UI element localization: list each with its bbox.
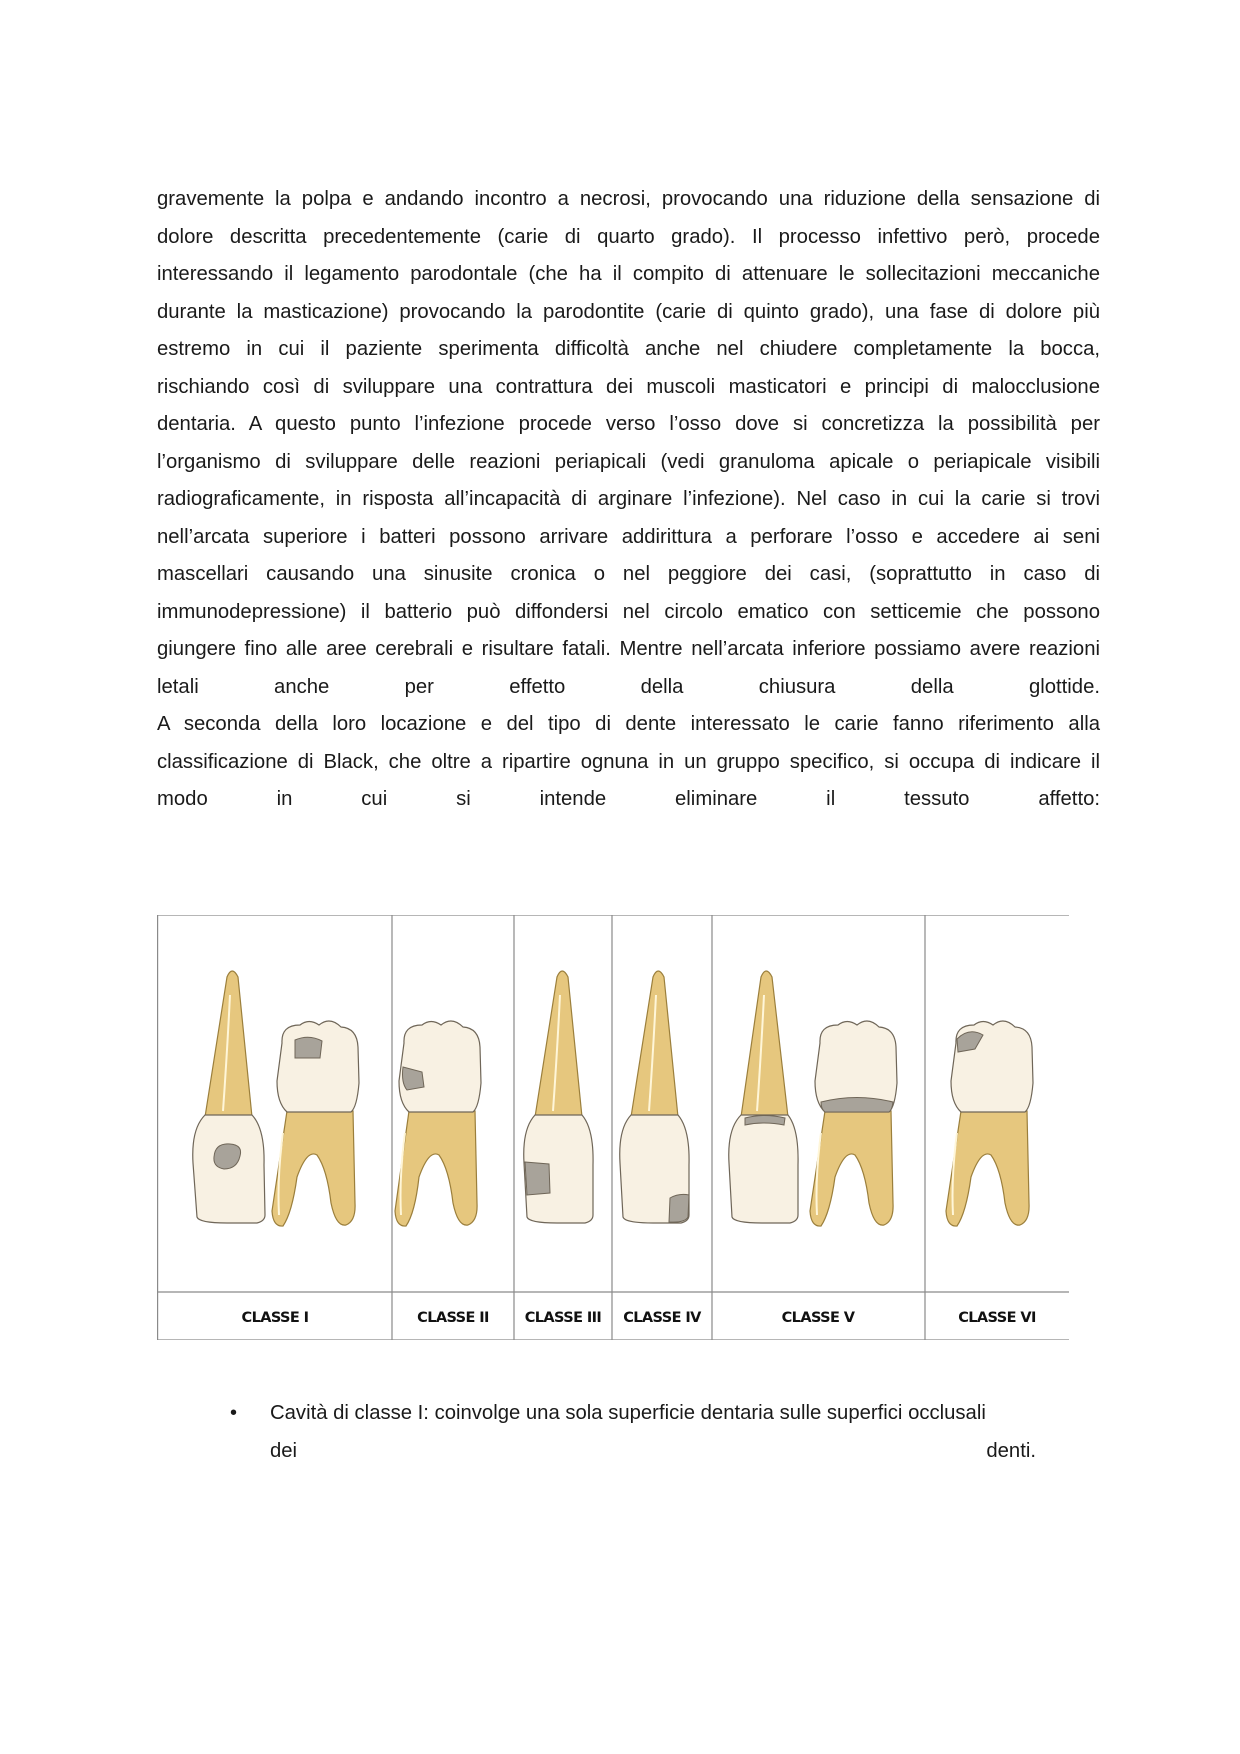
text-line: interessando il legamento parodontale (che ha il compito di attenuare le sollecitazioni meccaniche xyxy=(157,263,1100,285)
incisor-tooth xyxy=(729,971,798,1223)
text-line: radiograficamente, in risposta all’incapacità di arginare l’infezione). Nel caso in cui la carie si trovi xyxy=(157,488,1100,510)
text-line: mascellari causando una sinusite cronica o nel peggiore dei casi, (soprattutto in caso di xyxy=(157,563,1100,585)
text-line: A seconda della loro locazione e del tipo di dente interessato le carie fanno riferimento alla xyxy=(157,713,1100,735)
incisor-tooth xyxy=(620,971,689,1223)
list-item-line: Cavità di classe I: coinvolge una sola superficie dentaria sulle superfici occlusali xyxy=(270,1402,986,1424)
class-label: CLASSE VI xyxy=(958,1310,1036,1326)
class-label: CLASSE V xyxy=(781,1310,855,1326)
text-line: modo in cui si intende eliminare il tessuto affetto: xyxy=(157,788,1100,810)
molar-tooth xyxy=(810,1021,897,1226)
list-bullet: • xyxy=(230,1402,238,1424)
class-label: CLASSE IV xyxy=(623,1310,701,1326)
list-item xyxy=(270,1395,1036,1470)
incisor-tooth xyxy=(193,971,265,1223)
body-paragraph xyxy=(157,181,1100,819)
text-line: dolore descritta precedentemente (carie di quarto grado). Il processo infettivo però, procede xyxy=(157,225,1100,248)
list-item-line: dei denti. xyxy=(270,1439,1036,1462)
text-line: immunodepressione) il batterio può diffondersi nel circolo ematico con setticemie che possono xyxy=(157,600,1100,623)
class-label: CLASSE I xyxy=(241,1310,309,1326)
text-line: nell’arcata superiore i batteri possono arrivare addirittura a perforare l’osso e accedere ai seni xyxy=(157,525,1100,548)
molar-tooth xyxy=(272,1021,359,1226)
text-line: durante la masticazione) provocando la parodontite (carie di quinto grado), una fase di dolore più xyxy=(157,300,1100,323)
text-line: classificazione di Black, che oltre a ripartire ognuna in un gruppo specifico, si occupa di indicare il xyxy=(157,750,1100,773)
incisor-tooth xyxy=(524,971,593,1223)
tooth-diagram xyxy=(157,915,1069,1340)
text-line: estremo in cui il paziente sperimenta difficoltà anche nel chiudere completamente la bocca, xyxy=(157,338,1100,360)
text-line: dentaria. A questo punto l’infezione procede verso l’osso dove si concretizza la possibilità per xyxy=(157,413,1100,435)
class-label: CLASSE II xyxy=(417,1310,489,1326)
molar-tooth xyxy=(395,1021,481,1226)
text-line: giungere fino alle aree cerebrali e risultare fatali. Mentre nell’arcata inferiore possiamo avere reazioni xyxy=(157,638,1100,660)
class-label: CLASSE III xyxy=(524,1310,602,1326)
text-line: l’organismo di sviluppare delle reazioni periapicali (vedi granuloma apicale o periapicale visibili xyxy=(157,450,1100,473)
black-classification-figure xyxy=(157,915,1069,1340)
text-line: rischiando così di sviluppare una contrattura dei muscoli masticatori e principi di malocclusione xyxy=(157,375,1100,398)
text-line: letali anche per effetto della chiusura della glottide. xyxy=(157,675,1100,698)
molar-tooth xyxy=(946,1021,1033,1226)
text-line: gravemente la polpa e andando incontro a necrosi, provocando una riduzione della sensazione di xyxy=(157,188,1100,210)
